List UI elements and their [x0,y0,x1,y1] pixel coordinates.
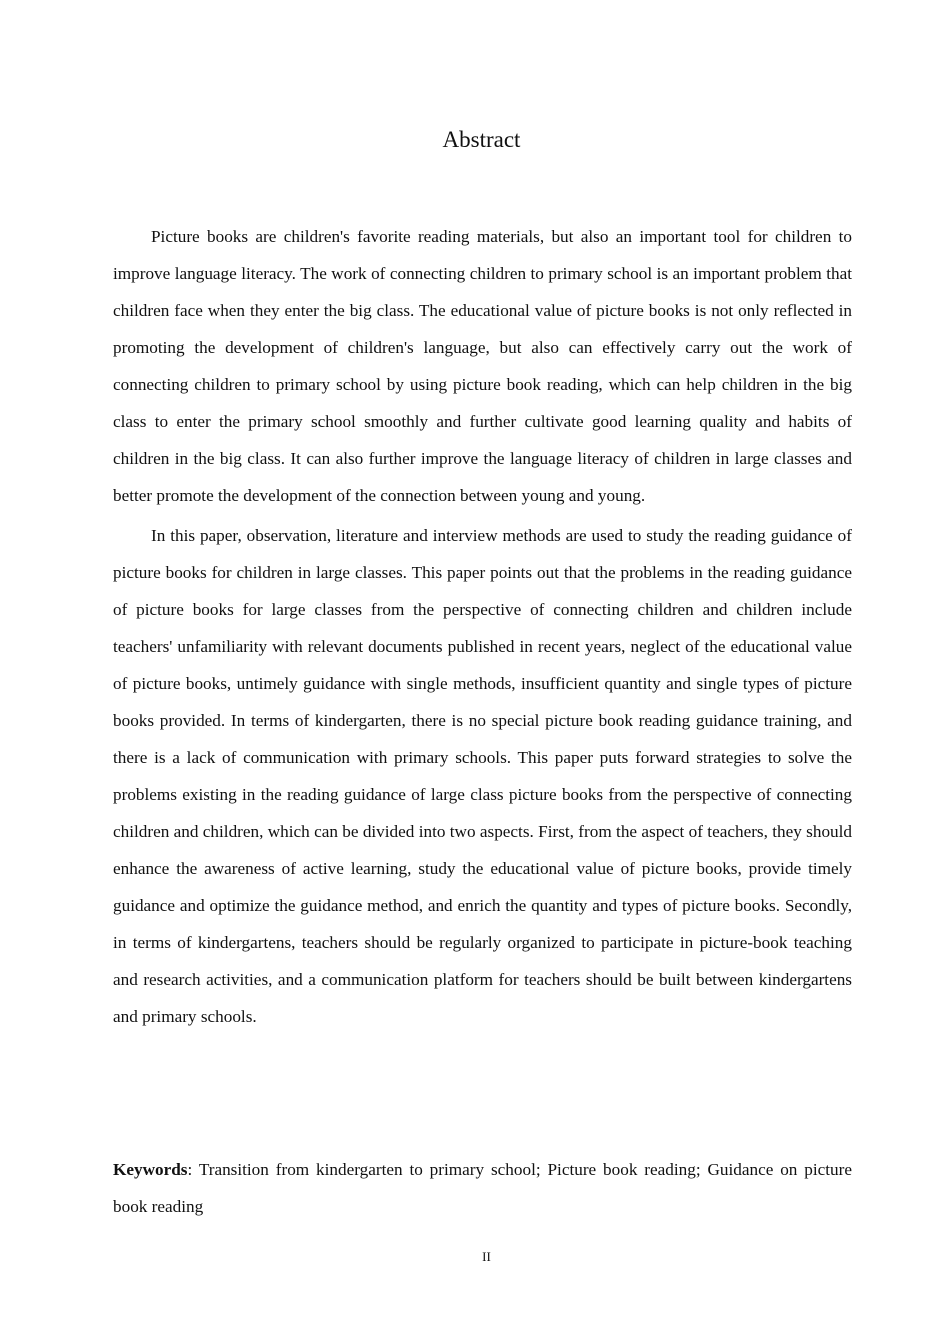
keywords-line [113,1151,852,1225]
abstract-body [113,218,852,1035]
keywords-separator: : [187,1160,199,1179]
abstract-paragraph-2: In this paper, observation, literature and interview methods are used to study the reading guidance of picture books for children in large classes. This paper points out that the problems in the reading guidance of picture books for large classes from the perspective of connecting children and children include teachers' unfamiliarity with relevant documents published in recent years, neglect of the educational value of picture books, untimely guidance with single methods, insufficient quantity and single types of picture books provided. In terms of kindergarten, there is no special picture book reading guidance training, and there is a lack of communication with primary schools. This paper puts forward strategies to solve the problems existing in the reading guidance of large class picture books from the perspective of connecting children and children, which can be divided into two aspects. First, from the aspect of teachers, they should enhance the awareness of active learning, study the educational value of picture books, provide timely guidance and optimize the guidance method, and enrich the quantity and types of picture books. Secondly, in terms of kindergartens, teachers should be regularly organized to participate in picture-book teaching and research activities, and a communication platform for teachers should be built between kindergartens and primary schools. [113,526,852,1026]
keywords-text: Transition from kindergarten to primary school; Picture book reading; Guidance on picture book reading [113,1160,852,1216]
abstract-paragraph-1: Picture books are children's favorite reading materials, but also an important tool for children to improve language literacy. The work of connecting children to primary school is an important problem that children face when they enter the big class. The educational value of picture books is not only reflected in promoting the development of children's language, but also can effectively carry out the work of connecting children to primary school by using picture book reading, which can help children in the big class to enter the primary school smoothly and further cultivate good learning quality and habits of children in the big class. It can also further improve the language literacy of children in large classes and better promote the development of the connection between young and young. [113,227,852,505]
abstract-title: Abstract [442,127,521,152]
page-number: II [482,1249,491,1264]
keywords-label: Keywords [113,1160,188,1179]
